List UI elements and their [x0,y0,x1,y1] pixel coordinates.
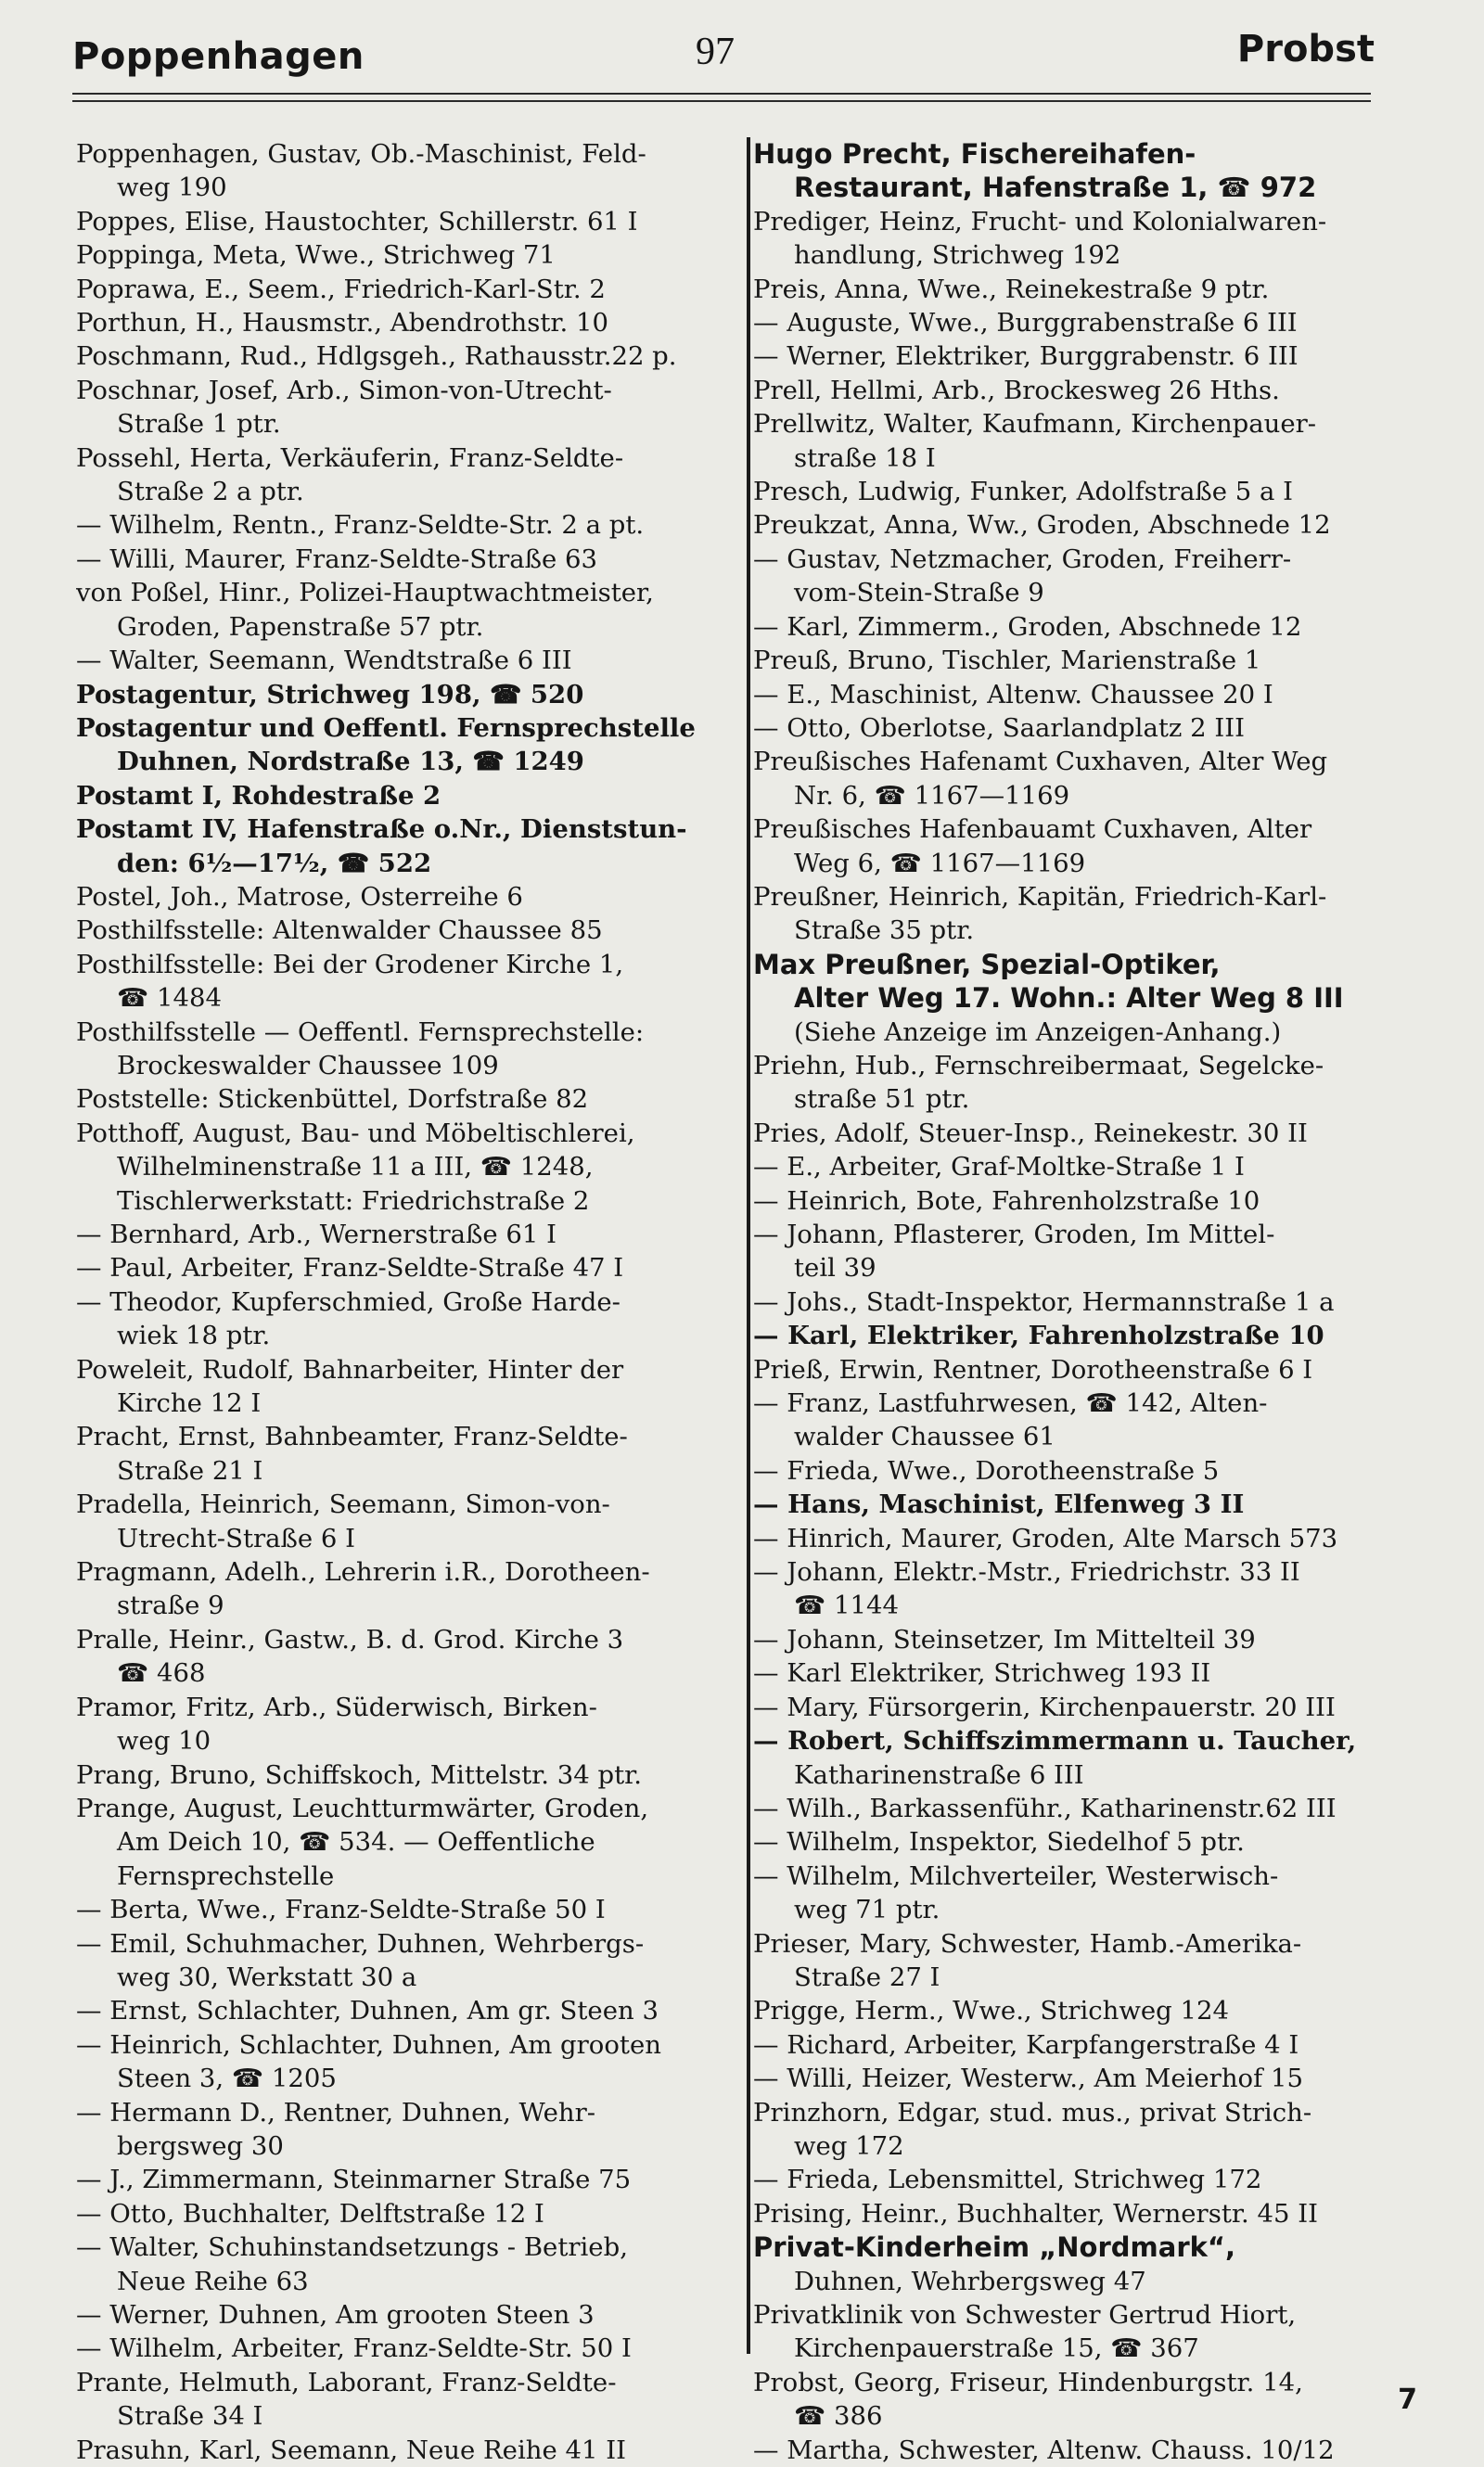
left-entry-line: Poppinga, Meta, Wwe., Strichweg 71 [76,240,556,271]
right-entry-line: Privat-Kinderheim „Nordmark“, [753,2231,1235,2264]
right-entry-line: Hugo Precht, Fischereihafen- [753,138,1196,170]
right-entry-line: walder Chaussee 61 [794,1422,1055,1452]
left-entry-line: Fernsprechstelle [117,1860,335,1891]
right-entry-line: Preis, Anna, Wwe., Reinekestraße 9 ptr. [753,274,1270,304]
left-entry-line: — Walter, Seemann, Wendtstraße 6 III [76,646,572,676]
left-entry-line: Posthilfsstelle: Bei der Grodener Kirche 1, [76,949,624,979]
left-entry-line: Kirche 12 I [117,1388,262,1419]
right-entry-line: vom-Stein-Straße 9 [794,578,1044,608]
left-entry-line: Poschmann, Rud., Hdlgsgeh., Rathausstr.22 p. [76,341,677,372]
left-entry-line: Poppes, Elise, Haustochter, Schillerstr. 61 I [76,206,638,236]
right-entry-line: — Karl, Zimmerm., Groden, Abschnede 12 [753,611,1302,642]
left-entry-line: Poweleit, Rudolf, Bahnarbeiter, Hinter der [76,1354,624,1385]
right-entry-line: (Siehe Anzeige im Anzeigen-Anhang.) [794,1016,1282,1047]
right-entry-line: Prell, Hellmi, Arb., Brockesweg 26 Hths. [753,375,1280,405]
left-entry-line: weg 10 [117,1726,211,1757]
left-entry-line: Potthoff, August, Bau- und Möbeltischlerei, [76,1118,635,1148]
left-entry-line: Tischlerwerkstatt: Friedrichstraße 2 [117,1185,590,1216]
right-entry-line: Preußner, Heinrich, Kapitän, Friedrich-Karl- [753,881,1327,912]
left-entry-line: — Theodor, Kupferschmied, Große Harde- [76,1286,620,1317]
left-entry-line: Postamt I, Rohdestraße 2 [76,780,441,811]
left-entry-line: Pradella, Heinrich, Seemann, Simon-von- [76,1489,610,1520]
right-entry-line: — Johann, Elektr.-Mstr., Friedrichstr. 33 II [753,1557,1300,1588]
left-entry-line: weg 30, Werkstatt 30 a [117,1962,417,1992]
right-entry-line: — Gustav, Netzmacher, Groden, Freiherr- [753,543,1292,574]
right-entry-line: — Richard, Arbeiter, Karpfangerstraße 4 I [753,2029,1299,2060]
left-entry-line: Poppenhagen, Gustav, Ob.-Maschinist, Feld- [76,139,646,169]
page-number: 97 [696,31,735,73]
left-entry-line: — Berta, Wwe., Franz-Seldte-Straße 50 I [76,1895,606,1925]
left-entry-line: ☎ 1484 [117,983,222,1014]
right-entry-line: Kirchenpauerstraße 15, ☎ 367 [794,2333,1199,2364]
right-entry-line: Straße 35 ptr. [794,915,975,946]
left-entry-line: — Heinrich, Schlachter, Duhnen, Am grooten [76,2029,661,2060]
right-entry-line: teil 39 [794,1253,876,1284]
left-entry-line: ☎ 468 [117,1658,206,1689]
right-entry-line: Preußisches Hafenbauamt Cuxhaven, Alter [753,814,1312,845]
left-entry-line: Am Deich 10, ☎ 534. — Oeffentliche [117,1827,595,1858]
header-rule-top [72,93,1371,95]
right-entry-line: — Frieda, Wwe., Dorotheenstraße 5 [753,1455,1220,1486]
left-entry-line: Prasuhn, Karl, Seemann, Neue Reihe 41 II [76,2435,626,2465]
left-entry-line: Groden, Papenstraße 57 ptr. [117,611,484,642]
right-entry-line: — Wilhelm, Inspektor, Siedelhof 5 ptr. [753,1827,1245,1858]
left-entry-line: Poststelle: Stickenbüttel, Dorfstraße 82 [76,1084,589,1115]
right-entry-line: — Mary, Fürsorgerin, Kirchenpauerstr. 20 III [753,1692,1336,1722]
left-entry-line: Postagentur und Oeffentl. Fernsprechstelle [76,712,696,743]
right-entry-line: Alter Weg 17. Wohn.: Alter Weg 8 III [794,982,1344,1015]
right-entry-line: Prieser, Mary, Schwester, Hamb.-Amerika- [753,1928,1302,1959]
running-head-first-entry: Poppenhagen [72,35,365,78]
right-entry-line: — Werner, Elektriker, Burggrabenstr. 6 III [753,341,1298,372]
right-entry-line: — Hans, Maschinist, Elfenweg 3 II [753,1489,1245,1520]
right-entry-line: — Wilhelm, Milchverteiler, Westerwisch- [753,1860,1279,1891]
left-entry-line: — Werner, Duhnen, Am grooten Steen 3 [76,2300,595,2330]
left-entry-line: Duhnen, Nordstraße 13, ☎ 1249 [117,747,584,777]
header-rule-bottom [72,100,1371,102]
left-entry-line: Posthilfsstelle: Altenwalder Chaussee 85 [76,915,603,946]
left-entry-line: Possehl, Herta, Verkäuferin, Franz-Seldte- [76,442,624,473]
right-entry-line: — Hinrich, Maurer, Groden, Alte Marsch 573 [753,1523,1338,1553]
left-entry-line: Straße 21 I [117,1455,263,1486]
right-entry-line: — Heinrich, Bote, Fahrenholzstraße 10 [753,1185,1260,1216]
sheet-number: 7 [1398,2384,1417,2416]
right-entry-line: — Karl Elektriker, Strichweg 193 II [753,1658,1211,1689]
right-entry-line: weg 71 ptr. [794,1895,940,1925]
right-column [753,137,1393,2467]
right-entry-line: Max Preußner, Spezial-Optiker, [753,948,1221,980]
left-entry-line: Postagentur, Strichweg 198, ☎ 520 [76,679,584,709]
right-entry-line: — Martha, Schwester, Altenw. Chauss. 10/12 [753,2435,1335,2465]
right-entry-line: Straße 27 I [794,1962,940,1992]
running-head-last-entry: Probst [1236,28,1375,70]
right-entry-line: — Willi, Heizer, Westerw., Am Meierhof 15 [753,2064,1303,2094]
left-entry-line: weg 190 [117,173,227,203]
right-entry-line: — Johs., Stadt-Inspektor, Hermannstraße 1 a [753,1286,1335,1317]
left-entry-line: Postamt IV, Hafenstraße o.Nr., Dienststun- [76,814,687,845]
left-entry-line: Wilhelminenstraße 11 a III, ☎ 1248, [117,1152,594,1182]
right-entry-line: Privatklinik von Schwester Gertrud Hiort, [753,2300,1297,2330]
left-entry-line: Straße 1 ptr. [117,409,281,440]
left-entry-line: — Paul, Arbeiter, Franz-Seldte-Straße 47 I [76,1253,624,1284]
right-entry-line: Prigge, Herm., Wwe., Strichweg 124 [753,1996,1230,2026]
right-entry-line: Duhnen, Wehrbergsweg 47 [794,2266,1146,2296]
left-entry-line: Pracht, Ernst, Bahnbeamter, Franz-Seldte- [76,1422,628,1452]
left-entry-line: von Poßel, Hinr., Polizei-Hauptwachtmeister, [76,578,654,608]
right-entry-line: handlung, Strichweg 192 [794,240,1121,271]
right-entry-line: Weg 6, ☎ 1167—1169 [794,848,1086,878]
right-entry-line: Katharinenstraße 6 III [794,1759,1084,1790]
right-entry-line: — E., Arbeiter, Graf-Moltke-Straße 1 I [753,1152,1245,1182]
column-divider [747,137,750,2354]
left-entry-line: Utrecht-Straße 6 I [117,1523,356,1553]
right-entry-line: ☎ 1144 [794,1591,899,1621]
right-entry-line: Prinzhorn, Edgar, stud. mus., privat Strich- [753,2097,1312,2128]
right-entry-line: weg 172 [794,2130,904,2161]
left-entry-line: Poschnar, Josef, Arb., Simon-von-Utrecht- [76,375,612,405]
right-entry-line: — E., Maschinist, Altenw. Chaussee 20 I [753,679,1273,709]
left-entry-line: Prante, Helmuth, Laborant, Franz-Seldte- [76,2367,617,2397]
right-entry-line: — Johann, Pflasterer, Groden, Im Mittel- [753,1220,1275,1249]
left-entry-line: Straße 2 a ptr. [117,477,304,507]
left-entry-line: Porthun, H., Hausmstr., Abendrothstr. 10 [76,308,609,339]
left-entry-line: den: 6½—17½, ☎ 522 [117,848,432,878]
left-entry-line: Prange, August, Leuchtturmwärter, Groden, [76,1793,649,1823]
right-entry-line: — Wilh., Barkassenführ., Katharinenstr.62 III [753,1793,1337,1823]
right-entry-line: ☎ 386 [794,2401,883,2432]
left-entry-line: bergsweg 30 [117,2130,284,2161]
left-entry-line: Poprawa, E., Seem., Friedrich-Karl-Str. 2 [76,274,606,304]
left-entry-line: Pragmann, Adelh., Lehrerin i.R., Dorotheen- [76,1557,650,1588]
left-entry-line: Pralle, Heinr., Gastw., B. d. Grod. Kirche 3 [76,1624,624,1655]
left-entry-line: Prang, Bruno, Schiffskoch, Mittelstr. 34 ptr. [76,1759,643,1790]
left-entry-line: — J., Zimmermann, Steinmarner Straße 75 [76,2165,632,2195]
left-entry-line: Pramor, Fritz, Arb., Süderwisch, Birken- [76,1692,597,1722]
right-entry-line: — Otto, Oberlotse, Saarlandplatz 2 III [753,712,1245,743]
right-entry-line: — Auguste, Wwe., Burggrabenstraße 6 III [753,308,1298,339]
right-entry-line: Preußisches Hafenamt Cuxhaven, Alter Weg [753,747,1328,777]
right-entry-line: Nr. 6, ☎ 1167—1169 [794,780,1070,811]
left-entry-line: — Willi, Maurer, Franz-Seldte-Straße 63 [76,543,598,574]
left-column [76,137,725,2467]
right-entry-line: Prediger, Heinz, Frucht- und Kolonialwaren- [753,206,1327,236]
right-entry-line: Presch, Ludwig, Funker, Adolfstraße 5 a I [753,477,1293,507]
left-entry-line: Neue Reihe 63 [117,2266,309,2296]
right-entry-line: — Robert, Schiffszimmermann u. Taucher, [753,1726,1357,1757]
right-entry-line: Prising, Heinr., Buchhalter, Wernerstr. 45 II [753,2198,1318,2229]
left-entry-line: — Ernst, Schlachter, Duhnen, Am gr. Steen 3 [76,1996,659,2026]
right-entry-line: straße 51 ptr. [794,1084,970,1115]
right-entry-line: Restaurant, Hafenstraße 1, ☎ 972 [794,172,1317,204]
right-entry-line: straße 18 I [794,442,936,473]
right-entry-line: Prellwitz, Walter, Kaufmann, Kirchenpauer- [753,409,1317,440]
right-entry-line: — Johann, Steinsetzer, Im Mittelteil 39 [753,1624,1256,1655]
left-entry-line: — Wilhelm, Rentn., Franz-Seldte-Str. 2 a pt. [76,510,645,541]
left-entry-line: straße 9 [117,1591,224,1621]
left-entry-line: Brockeswalder Chaussee 109 [117,1050,499,1080]
left-entry-line: — Hermann D., Rentner, Duhnen, Wehr- [76,2097,596,2128]
right-entry-line: Preukzat, Anna, Ww., Groden, Abschnede 12 [753,510,1331,541]
left-entry-line: — Wilhelm, Arbeiter, Franz-Seldte-Str. 50 I [76,2333,632,2364]
right-entry-line: Probst, Georg, Friseur, Hindenburgstr. 14, [753,2367,1303,2397]
right-entry-line: — Franz, Lastfuhrwesen, ☎ 142, Alten- [753,1388,1268,1419]
left-entry-line: wiek 18 ptr. [117,1321,271,1351]
left-entry-line: — Walter, Schuhinstandsetzungs - Betrieb, [76,2232,628,2263]
right-entry-line: Preuß, Bruno, Tischler, Marienstraße 1 [753,646,1261,676]
right-entry-line: — Frieda, Lebensmittel, Strichweg 172 [753,2165,1262,2195]
left-entry-line: Posthilfsstelle — Oeffentl. Fernsprechstelle: [76,1016,645,1047]
left-entry-line: Steen 3, ☎ 1205 [117,2064,337,2094]
left-entry-line: — Emil, Schuhmacher, Duhnen, Wehrbergs- [76,1928,645,1959]
left-entry-line: Postel, Joh., Matrose, Osterreihe 6 [76,881,523,912]
right-entry-line: — Karl, Elektriker, Fahrenholzstraße 10 [753,1321,1324,1351]
right-entry-line: Pries, Adolf, Steuer-Insp., Reinekestr. 30 II [753,1118,1308,1148]
left-entry-line: — Otto, Buchhalter, Delftstraße 12 I [76,2198,544,2229]
left-entry-line: — Bernhard, Arb., Wernerstraße 61 I [76,1220,557,1249]
left-entry-line: Straße 34 I [117,2401,263,2432]
right-entry-line: Priehn, Hub., Fernschreibermaat, Segelcke- [753,1050,1324,1080]
right-entry-line: Prieß, Erwin, Rentner, Dorotheenstraße 6 I [753,1354,1313,1385]
